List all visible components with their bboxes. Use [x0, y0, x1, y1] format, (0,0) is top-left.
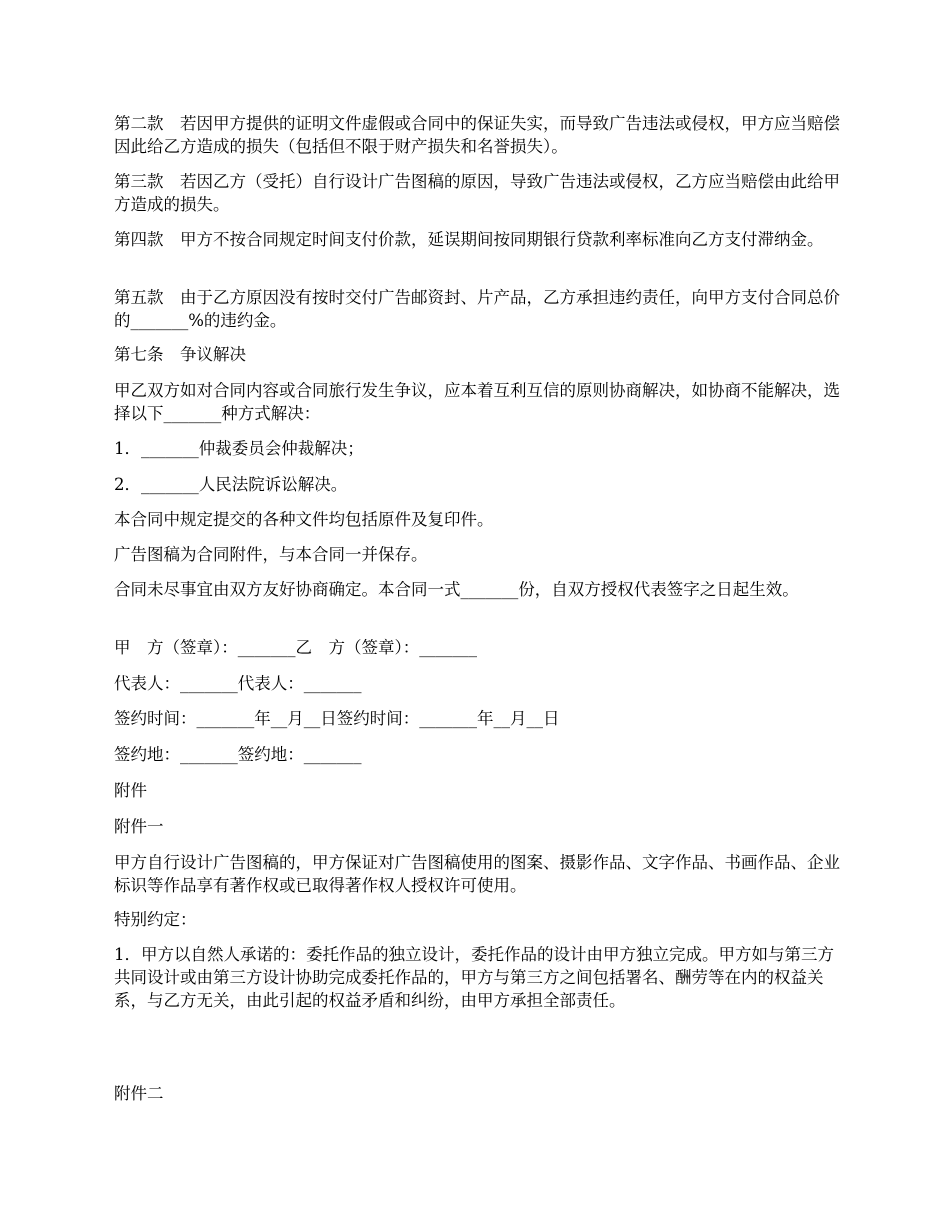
attachment-1-body: 甲方自行设计广告图稿的，甲方保证对广告图稿使用的图案、摄影作品、文字作品、书画作品、企业标识等作品享有著作权或已取得著作权人授权许可使用。 [114, 853, 840, 895]
clause-4-paragraph: 第四款 甲方不按合同规定时间支付价款，延误期间按同期银行贷款利率标准向乙方支付滞纳金。 [114, 230, 824, 249]
special-term-1-paragraph: 1．甲方以自然人承诺的：委托作品的独立设计，委托作品的设计由甲方独立完成。甲方如与第三方共同设计或由第三方设计协助完成委托作品的，甲方与第三方之间包括署名、酬劳等在内的权益关系，与乙方无关，由此引起的权益矛盾和纠纷，由甲方承担全部责任。 [114, 945, 834, 1010]
documents-note-paragraph: 本合同中规定提交的各种文件均包括原件及复印件。 [114, 510, 494, 529]
attachment-1-heading: 附件一 [114, 817, 164, 836]
article-7-heading: 第七条 争议解决 [114, 345, 246, 364]
party-signatures-line: 甲 方（签章）：_______乙 方（签章）：_______ [114, 638, 477, 657]
clause-5-paragraph: 第五款 由于乙方原因没有按时交付广告邮资封、片产品，乙方承担违约责任，向甲方支付合同总价的_______%的违约金。 [114, 288, 840, 330]
clause-2-paragraph: 第二款 若因甲方提供的证明文件虚假或合同中的保证失实，而导致广告违法或侵权，甲方应当赔偿因此给乙方造成的损失（包括但不限于财产损失和名誉损失）。 [114, 114, 840, 156]
sign-dates-line: 签约时间：_______年__月__日签约时间：_______年__月__日 [114, 709, 560, 728]
dispute-intro-paragraph: 甲乙双方如对合同内容或合同旅行发生争议，应本着互利互信的原则协商解决，如协商不能解决，选择以下_______种方式解决： [114, 381, 840, 423]
attachment-note-paragraph: 广告图稿为合同附件，与本合同一并保存。 [114, 545, 428, 564]
option-2-paragraph: 2．_______人民法院诉讼解决。 [114, 475, 348, 494]
special-terms-heading: 特别约定： [114, 910, 197, 929]
attachment-2-heading: 附件二 [114, 1084, 164, 1103]
clause-3-paragraph: 第三款 若因乙方（受托）自行设计广告图稿的原因，导致广告违法或侵权，乙方应当赔偿由此给甲方造成的损失。 [114, 172, 840, 214]
copies-note-paragraph: 合同未尽事宜由双方友好协商确定。本合同一式_______份，自双方授权代表签字之日起生效。 [114, 580, 799, 599]
option-1-paragraph: 1．_______仲裁委员会仲裁解决； [114, 439, 364, 458]
representatives-line: 代表人：_______代表人：_______ [114, 674, 362, 693]
sign-places-line: 签约地：_______签约地：_______ [114, 745, 362, 764]
attachments-heading: 附件 [114, 781, 147, 800]
